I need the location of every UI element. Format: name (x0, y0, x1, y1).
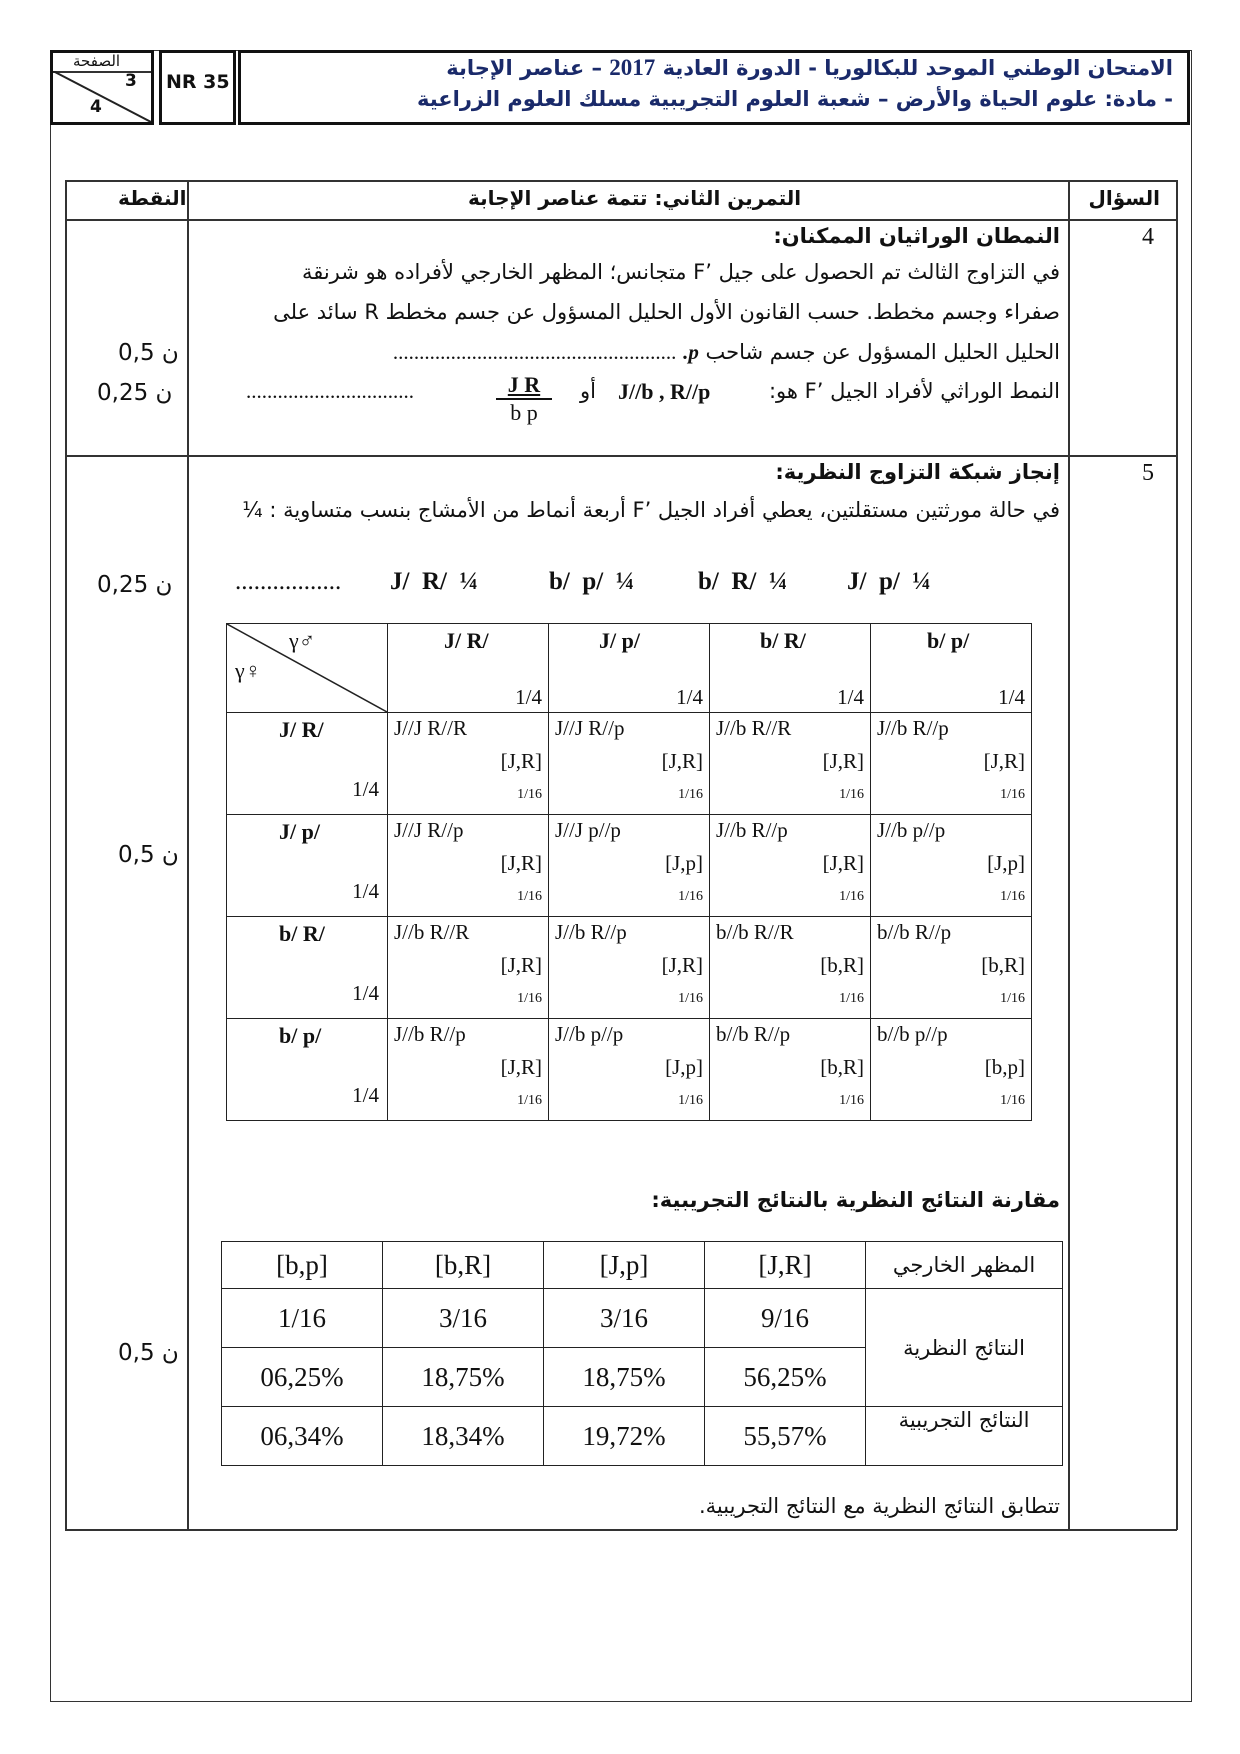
corner-cell (227, 624, 388, 713)
q4-line2: صفراء وجسم مخطط. حسب القانون الأول الحليل المسؤول عن جسم مخطط R سائد على (273, 300, 1060, 324)
cell-4-1: J//b R//p [J,R] 1/16 (388, 1019, 549, 1121)
ep-3: 18,34% (383, 1407, 544, 1466)
q4-title: النمطان الوراثيان الممكنان: (773, 224, 1060, 248)
col-exercise: التمرين الثاني: تتمة عناصر الإجابة (468, 186, 802, 210)
col-head-2: J/ p/ 1/4 (549, 624, 710, 713)
q5-title: إنجاز شبكة التزاوج النظرية: (775, 460, 1060, 484)
compare-title: مقارنة النتائج النظرية بالنتائج التجريبية: (651, 1188, 1060, 1212)
row-head-1: J/ R/ 1/4 (227, 713, 388, 815)
gamete-bp: b/ p/ ¼ (549, 568, 635, 595)
page-label: الصفحة (73, 52, 121, 70)
header-line1: الامتحان الوطني الموحد للبكالوريا - الدورة العادية 2017 – عناصر الإجابة (446, 55, 1173, 80)
gametes-dots: ................. (235, 568, 342, 595)
col-head-1: J/ R/ 1/4 (388, 624, 549, 713)
score-grid: 0,5 ن (118, 842, 179, 868)
col-points: النقطة (118, 186, 187, 210)
cell-4-2: J//b p//p [J,p] 1/16 (549, 1019, 710, 1121)
tp-2: 18,75% (544, 1348, 705, 1407)
cell-4-3: b//b R//p [b,R] 1/16 (710, 1019, 871, 1121)
code-box (159, 50, 236, 125)
gamete-jp: J/ p/ ¼ (847, 568, 932, 595)
ph-2: [J,p] (544, 1242, 705, 1289)
score-gametes: 0,25 ن (97, 572, 173, 598)
theoretical-label: النتائج النظرية (866, 1289, 1063, 1407)
tf-2: 3/16 (544, 1289, 705, 1348)
tf-3: 3/16 (383, 1289, 544, 1348)
q4-score1: 0,5 ن (118, 340, 179, 366)
exam-code: NR 35 (166, 71, 230, 93)
q4-line1: في التزاوج الثالث تم الحصول على جيل ’F متجانس؛ المظهر الخارجي لأفراده هو شرنقة (301, 260, 1060, 284)
experimental-label: النتائج التجريبية (866, 1407, 1063, 1466)
ph-1: [J,R] (705, 1242, 866, 1289)
q4-dots: ................................ (246, 379, 414, 403)
page-current: 3 (125, 71, 137, 91)
cell-1-2: J//J R//p [J,R] 1/16 (549, 713, 710, 815)
q4-or: أو (580, 379, 596, 403)
cell-2-1: J//J R//p [J,R] 1/16 (388, 815, 549, 917)
tp-4: 06,25% (222, 1348, 383, 1407)
q4-genotype: J//b , R//p (618, 379, 711, 404)
frac-top: J R (496, 372, 552, 400)
tp-3: 18,75% (383, 1348, 544, 1407)
cell-3-1: J//b R//R [J,R] 1/16 (388, 917, 549, 1019)
tf-1: 9/16 (705, 1289, 866, 1348)
cell-1-4: J//b R//p [J,R] 1/16 (871, 713, 1032, 815)
ep-1: 55,57% (705, 1407, 866, 1466)
header-line2: - مادة: علوم الحياة والأرض – شعبة العلوم التجريبية مسلك العلوم الزراعية (416, 87, 1173, 111)
ep-4: 06,34% (222, 1407, 383, 1466)
male-label: γ♂ (289, 628, 316, 653)
row-head-3: b/ R/ 1/4 (227, 917, 388, 1019)
gamete-br: b/ R/ ¼ (698, 568, 788, 595)
q4-number: 4 (1142, 224, 1154, 250)
cell-2-4: J//b p//p [J,p] 1/16 (871, 815, 1032, 917)
ph-3: [b,R] (383, 1242, 544, 1289)
score-compare: 0,5 ن (118, 1340, 179, 1366)
tp-1: 56,25% (705, 1348, 866, 1407)
ep-2: 19,72% (544, 1407, 705, 1466)
row-head-2: J/ p/ 1/4 (227, 815, 388, 917)
row-head-4: b/ p/ 1/4 (227, 1019, 388, 1121)
col-head-4: b/ p/ 1/4 (871, 624, 1032, 713)
q5-line1: في حالة مورثتين مستقلتين، يعطي أفراد الجيل ’F أربعة أنماط من الأمشاج بنسب متساوية : ¼ (242, 498, 1060, 522)
cell-2-2: J//J p//p [J,p] 1/16 (549, 815, 710, 917)
cell-4-4: b//b p//p [b,p] 1/16 (871, 1019, 1032, 1121)
gamete-jr: J/ R/ ¼ (390, 568, 479, 595)
cell-3-4: b//b R//p [b,R] 1/16 (871, 917, 1032, 1019)
cell-3-2: J//b R//p [J,R] 1/16 (549, 917, 710, 1019)
q4-line3: الحليل الحليل المسؤول عن جسم شاحب p. ...................................................... (392, 340, 1060, 364)
cell-3-3: b//b R//R [b,R] 1/16 (710, 917, 871, 1019)
cell-2-3: J//b R//p [J,R] 1/16 (710, 815, 871, 917)
q4-fraction (496, 372, 552, 426)
conclusion: تتطابق النتائج النظرية مع النتائج التجريبية. (698, 1494, 1060, 1518)
compare-table (221, 1241, 1063, 1466)
page-number-box (50, 50, 154, 125)
col-head-3: b/ R/ 1/4 (710, 624, 871, 713)
cell-1-3: J//b R//R [J,R] 1/16 (710, 713, 871, 815)
ph-4: [b,p] (222, 1242, 383, 1289)
phenotype-label: المظهر الخارجي (866, 1242, 1063, 1289)
q4-line4: النمط الوراثي لأفراد الجيل ’F هو: (768, 379, 1060, 403)
tf-4: 1/16 (222, 1289, 383, 1348)
female-label: γ♀ (235, 658, 262, 683)
punnett-grid (226, 623, 1032, 1121)
frac-bottom: b p (510, 400, 538, 425)
q5-number: 5 (1142, 460, 1154, 486)
cell-1-1: J//J R//R [J,R] 1/16 (388, 713, 549, 815)
q4-score2: 0,25 ن (97, 380, 173, 406)
col-question: السؤال (1088, 186, 1160, 210)
page-total: 4 (90, 97, 102, 117)
title-box (238, 50, 1190, 125)
gametes-line (235, 568, 341, 596)
